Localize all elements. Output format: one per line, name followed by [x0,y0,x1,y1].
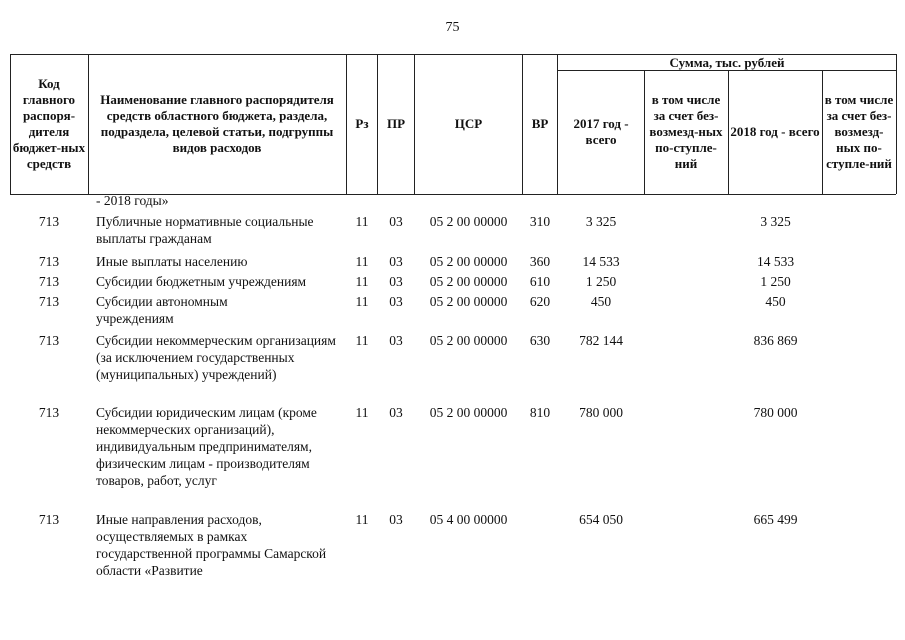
row-code: 713 [38,333,60,348]
row-code: 713 [38,214,60,229]
row-rz: 11 [355,294,369,309]
row-name: Публичные нормативные социальные выплаты гражданам [96,214,314,246]
header-code: Код главного распоря-дителя бюджет-ных средств [12,76,86,171]
continuation-text: - 2018 годы» [96,193,169,208]
col-divider [896,54,897,194]
row-csr: 05 2 00 00000 [429,333,508,348]
row-name: Субсидии бюджетным учреждениям [96,274,307,289]
row-sum-2018: 836 869 [753,333,798,348]
page-number: 75 [445,20,460,35]
header-sum: Сумма, тыс. рублей [669,54,785,70]
row-code: 713 [38,405,60,420]
col-divider [10,54,11,194]
row-rz: 11 [355,405,369,420]
row-name: Иные направления расходов, осуществляемых в рамках государственной программы Самарской области «Развитие [96,512,327,578]
row-vr: 630 [529,333,551,348]
row-code: 713 [38,512,60,527]
row-pr: 03 [389,294,403,309]
row-sum-2018: 780 000 [753,405,798,420]
row-sum-2017: 782 144 [579,333,623,348]
header-pr: ПР [386,116,406,131]
header-rz: Рз [355,116,369,131]
row-sum-2018: 450 [765,294,786,309]
row-name: Субсидии некоммерческим организациям (за исключением государственных (муниципальных) учреждений) [96,333,336,382]
row-rz: 11 [355,512,369,527]
row-rz: 11 [355,274,369,289]
row-vr: 610 [529,274,551,289]
row-csr: 05 2 00 00000 [429,254,508,269]
row-csr: 05 4 00 00000 [429,512,508,527]
header-name: Наименование главного распорядителя средств областного бюджета, раздела, подраздела, целевой статьи, подгруппы видов расходов [100,92,334,155]
col-divider [557,54,558,194]
row-vr: 360 [529,254,551,269]
row-code: 713 [38,254,60,269]
row-pr: 03 [389,254,403,269]
row-csr: 05 2 00 00000 [429,274,508,289]
row-code: 713 [38,274,60,289]
row-sum-2017: 450 [590,294,612,309]
row-rz: 11 [355,333,369,348]
row-sum-2017: 780 000 [579,405,623,420]
row-name: Субсидии автономным учреждениям [96,294,228,326]
row-rz: 11 [355,214,369,229]
row-name: Иные выплаты населению [96,254,248,269]
row-vr: 620 [529,294,551,309]
row-pr: 03 [389,405,403,420]
row-sum-2017: 3 325 [585,214,617,229]
col-divider [644,70,645,194]
row-sum-2018: 665 499 [753,512,798,527]
row-pr: 03 [389,274,403,289]
row-sum-2018: 14 533 [756,254,795,269]
row-name: Субсидии юридическим лицам (кроме некоммерческих организаций), индивидуальным предпринимателям, физическим лицам - производителям товаров, работ, услуг [96,405,317,488]
header-vr: ВР [531,116,549,131]
row-sum-2018: 3 325 [760,214,791,229]
header-2017-incl: в том числе за счет без-возмезд-ных по-ступле-ний [649,92,723,171]
col-divider [728,70,729,194]
header-2017-total: 2017 год - всего [573,116,629,147]
row-pr: 03 [389,214,403,229]
row-sum-2017: 14 533 [582,254,620,269]
row-vr: 810 [529,405,551,420]
row-vr: 310 [529,214,551,229]
row-sum-2017: 654 050 [579,512,623,527]
row-csr: 05 2 00 00000 [429,294,508,309]
col-divider [822,70,823,194]
row-sum-2018: 1 250 [760,274,791,289]
row-csr: 05 2 00 00000 [429,214,508,229]
row-csr: 05 2 00 00000 [429,405,508,420]
col-divider [88,54,89,194]
row-pr: 03 [389,512,403,527]
header-csr: ЦСР [454,116,483,131]
row-sum-2017: 1 250 [585,274,617,289]
row-pr: 03 [389,333,403,348]
row-code: 713 [38,294,60,309]
row-rz: 11 [355,254,369,269]
header-2018-incl: в том числе за счет без-возмезд-ных по-ступле-ний [824,92,894,171]
header-2018-total: 2018 год - всего [730,124,820,139]
